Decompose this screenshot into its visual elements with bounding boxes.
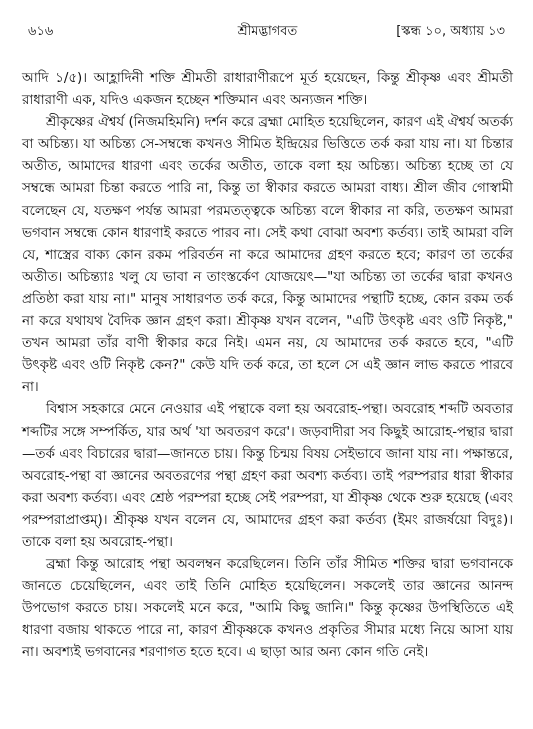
page-header [22, 14, 513, 38]
paragraph: বিশ্বাস সহকারে মেনে নেওয়ার এই পন্থাকে বলা হয় অবরোহ-পন্থা। অবরোহ শব্দটি অবতার শব্দটির সঙ্গে সম্পর্কিত, যার অর্থ 'যা অবতরণ করে'। জড়বাদীরা সব কিছুই আরোহ-পন্থার দ্বারা—তর্ক এবং বিচারের দ্বারা—জানতে চায়। কিন্তু চিন্ময় বিষয় সেইভাবে জানা যায় না। পক্ষান্তরে, অবরোহ-পন্থা বা জ্ঞানের অবতরণের পন্থা গ্রহণ করা অবশ্য কর্তব্য। তাই পরম্পরার ধারা স্বীকার করা অবশ্য কর্তব্য। এবং শ্রেষ্ঠ পরম্পরা হচ্ছে সেই পরম্পরা, যা শ্রীকৃষ্ণ থেকে শুরু হয়েছে (এবং পরম্পরাপ্রাপ্তম্)। শ্রীকৃষ্ণ যখন বলেন যে, আমাদের গ্রহণ করা কর্তব্য (ইমং রাজর্ষয়ো বিদুঃ)। তাকে বলা হয় অবরোহ-পন্থা। [22, 402, 513, 550]
book-title: শ্রীমদ্ভাগবত [237, 24, 298, 39]
section-reference: [স্কন্ধ ১০, অধ্যায় ১৩ [396, 24, 505, 39]
page-number: ৬১৬ [28, 24, 54, 39]
paragraph: শ্রীকৃষ্ণের ঐশ্বর্য (নিজমহিমনি) দর্শন করে ব্রহ্মা মোহিত হয়েছিলেন, কারণ এই ঐশ্বর্য অতর্ক্য বা অচিন্ত্য। যা অচিন্ত্য সে-সম্বন্ধে কখনও সীমিত ইন্দ্রিয়ের ভিত্তিতে তর্ক করা যায় না। যা চিন্তার অতীত, আমাদের ধারণা এবং তর্কের অতীত, তাকে বলা হয় অচিন্ত্য। অচিন্ত্য হচ্ছে তা যে সম্বন্ধে আমরা চিন্তা করতে পারি না, কিন্তু তা স্বীকার করতে আমরা বাধ্য। শ্রীল জীব গোস্বামী বলেছেন যে, যতক্ষণ পর্যন্ত আমরা পরমতত্ত্বকে অচিন্ত্য বলে স্বীকার না করি, ততক্ষণ আমরা ভগবান সম্বন্ধে কোন ধারণাই করতে পারব না। সেই কথা বোঝা অবশ্য কর্তব্য। তাই আমরা বলি যে, শাস্ত্রের বাক্য কোন রকম পরিবর্তন না করে আমাদের গ্রহণ করতে হবে; কারণ তা তর্কের অতীত। অচিন্ত্যাঃ খলু যে ভাবা ন তাংস্তর্কেণ যোজয়েৎ—"যা অচিন্ত্য তা তর্কের দ্বারা কখনও প্রতিষ্ঠা করা যায় না।" মানুষ সাধারণত তর্ক করে, কিন্তু আমাদের পন্থাটি হচ্ছে, কোন রকম তর্ক না করে যথাযথ বৈদিক জ্ঞান গ্রহণ করা। শ্রীকৃষ্ণ যখন বলেন, "এটি উৎকৃষ্ট এবং ওটি নিকৃষ্ট," তখন আমরা তাঁর বাণী স্বীকার করে নিই। এমন নয়, যে আমাদের তর্ক করতে হবে, "এটি উৎকৃষ্ট এবং ওটি নিকৃষ্ট কেন?" কেউ যদি তর্ক করে, তা হলে সে এই জ্ঞান লাভ করতে পারবে না। [22, 115, 513, 396]
paragraph: ব্রহ্মা কিন্তু আরোহ পন্থা অবলম্বন করেছিলেন। তিনি তাঁর সীমিত শক্তির দ্বারা ভগবানকে জানতে চেয়েছিলেন, এবং তাই তিনি মোহিত হয়েছিলেন। সকলেই তার জ্ঞানের আনন্দ উপভোগ করতে চায়। সকলেই মনে করে, "আমি কিছু জানি।" কিন্তু কৃষ্ণের উপস্থিতিতে এই ধারণা বজায় থাকতে পারে না, কারণ শ্রীকৃষ্ণকে কখনও প্রকৃতির সীমার মধ্যে নিয়ে আসা যায় না। অবশ্যই ভগবানের শরণাগত হতে হবে। এ ছাড়া আর অন্য কোন গতি নেই। [22, 557, 513, 661]
page-body [22, 68, 513, 665]
paragraph: আদি ১/৫)। আহ্লাদিনী শক্তি শ্রীমতী রাধারাণীরূপে মূর্ত হয়েছেন, কিন্তু শ্রীকৃষ্ণ এবং শ্রীমতী রাধারাণী এক, যদিও একজন হচ্ছেন শক্তিমান এবং অন্যজন শক্তি। [22, 71, 513, 109]
